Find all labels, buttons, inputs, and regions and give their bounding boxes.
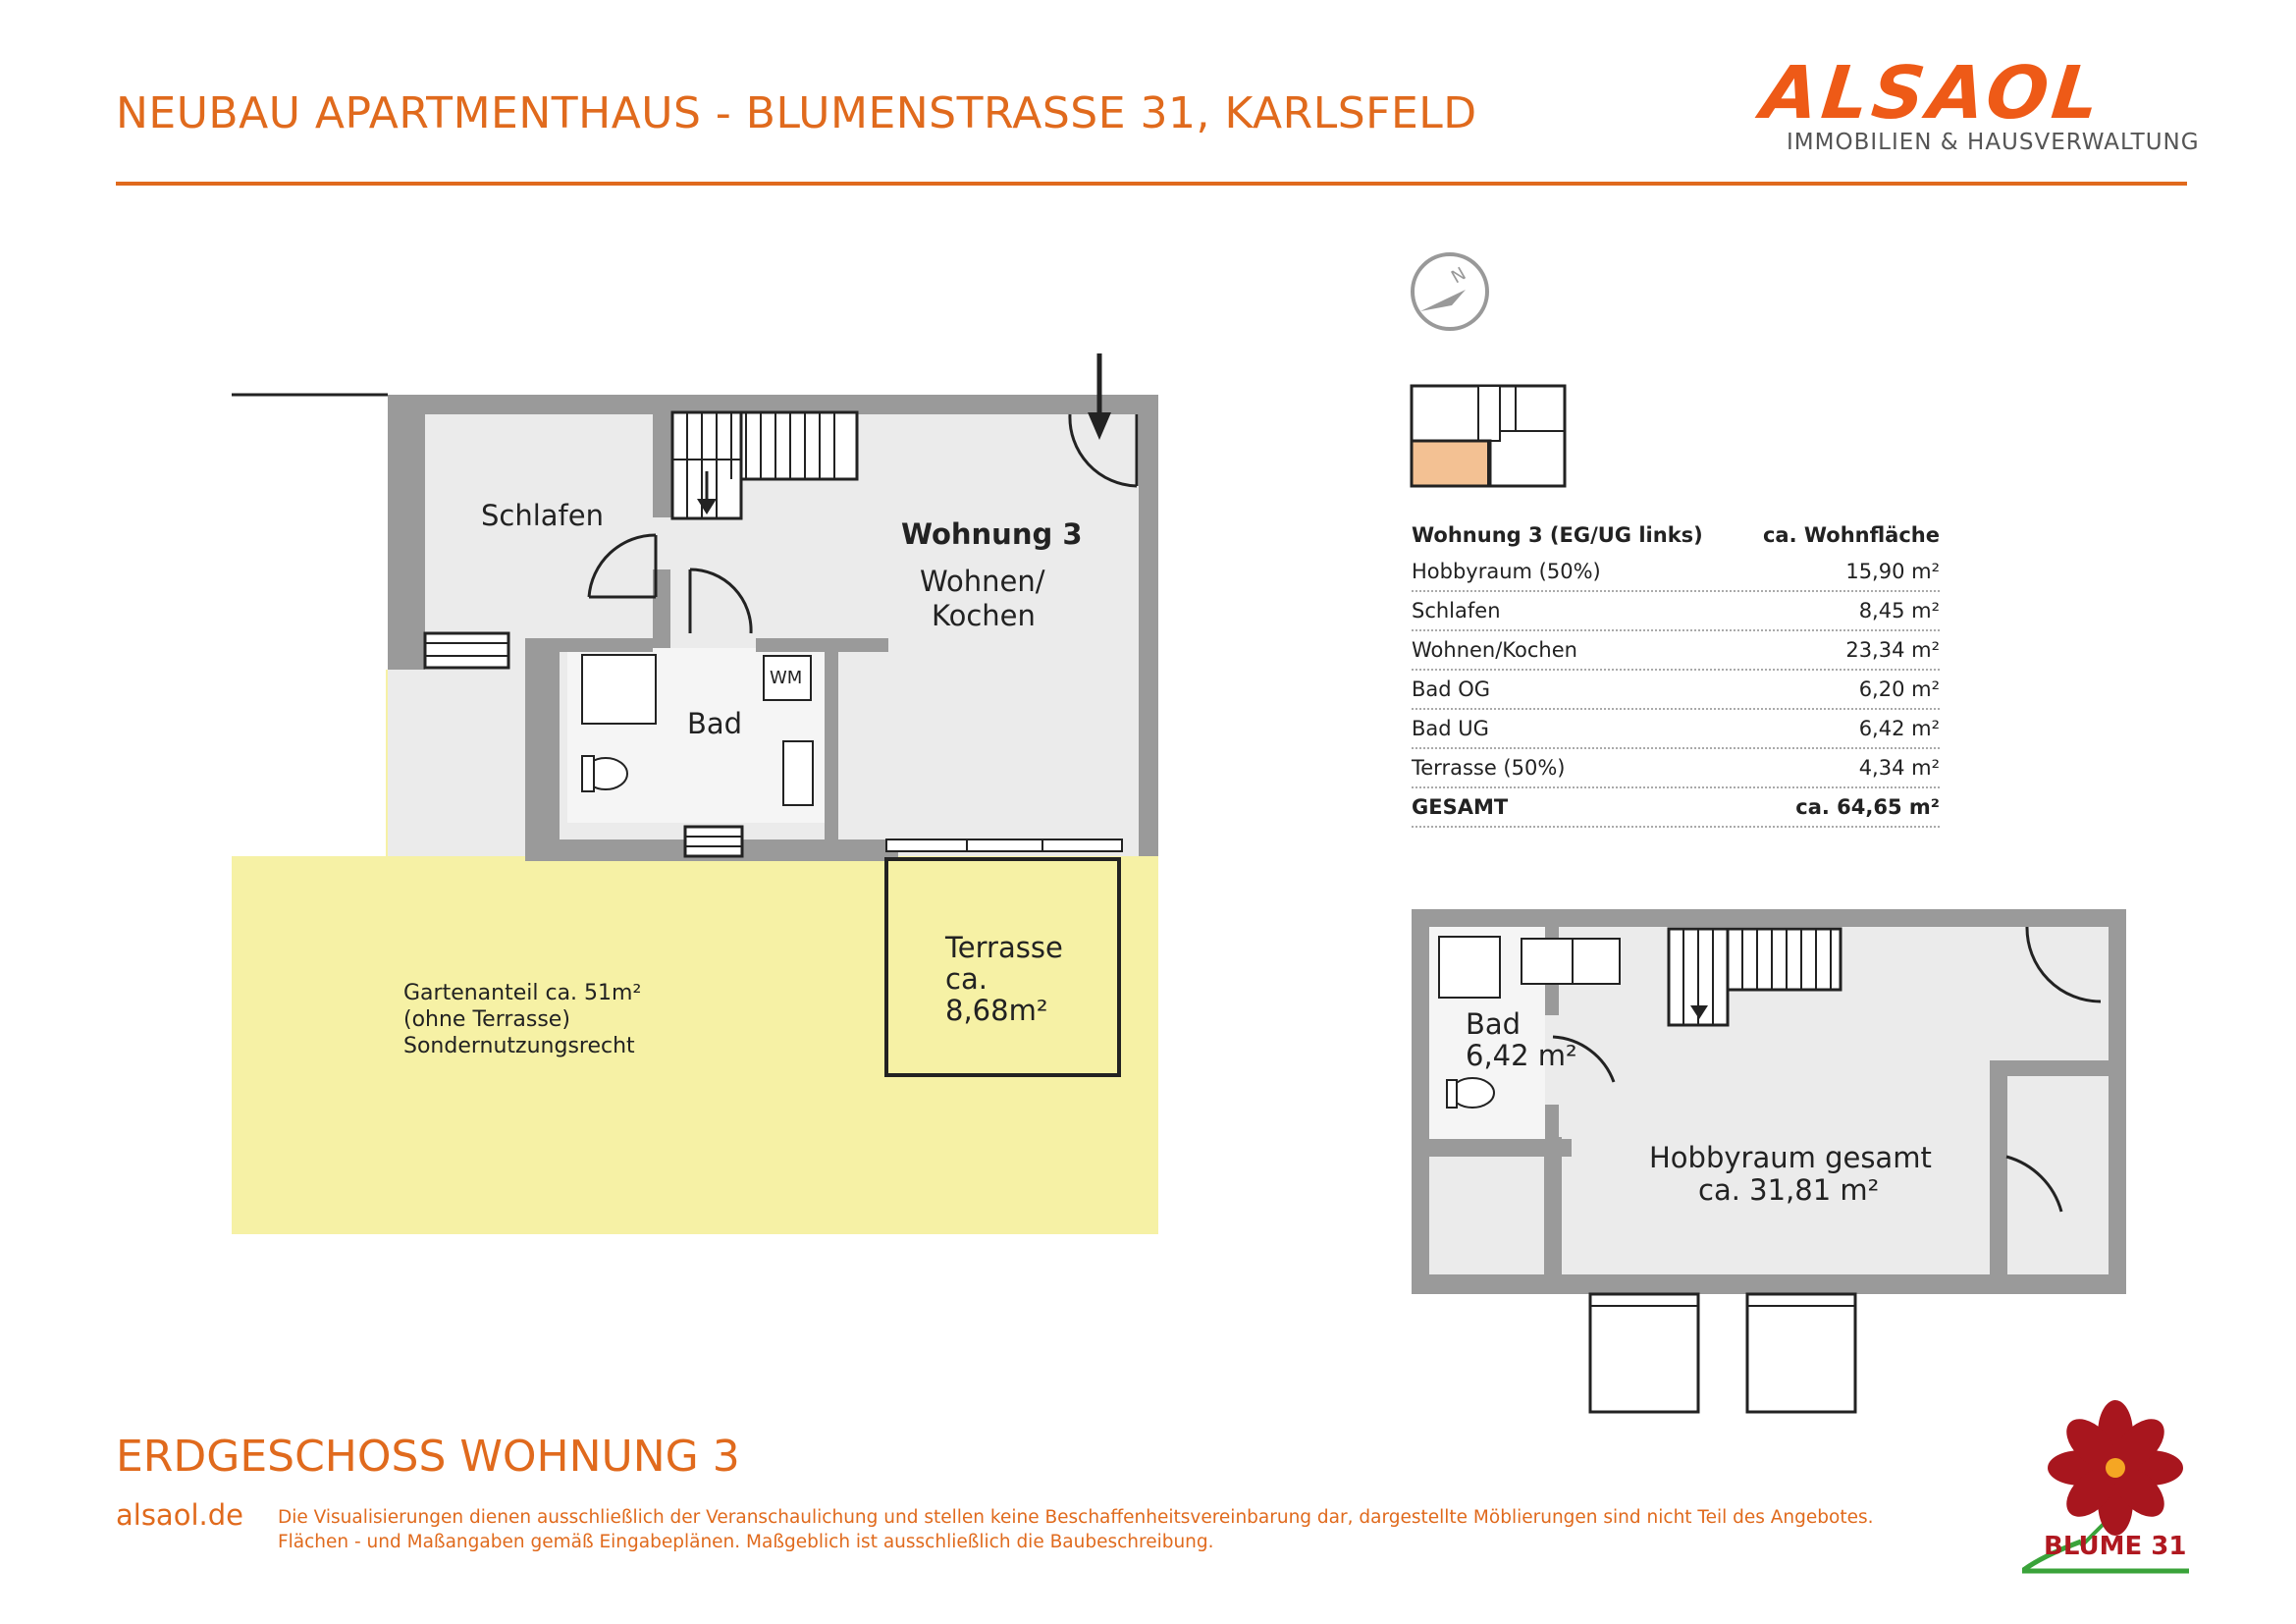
table-row (1412, 592, 1940, 631)
area-total-value: ca. 64,65 m² (1795, 795, 1940, 819)
disclaimer-line-2: Flächen - und Maßangaben gemäß Eingabeplänen. Maßgeblich ist ausschließlich die Baubeschreibung. (278, 1532, 1214, 1552)
area-row-label: Hobbyraum (50%) (1412, 560, 1601, 583)
sink-icon (783, 741, 813, 805)
area-row-value: 6,42 m² (1858, 717, 1940, 740)
area-table-total (1412, 788, 1940, 828)
website-link[interactable]: alsaol.de (116, 1498, 243, 1532)
room-label-wohnung: Wohnung 3 (901, 517, 1083, 551)
north-arrow-icon (1409, 250, 1492, 334)
company-logo[interactable]: ALSAOL (1757, 51, 2108, 135)
company-logo-subtitle: IMMOBILIEN & HAUSVERWALTUNG (1787, 130, 2200, 155)
disclaimer (278, 1505, 1874, 1554)
brand-label: BLUME 31 (2044, 1532, 2187, 1561)
area-row-label: Bad OG (1412, 677, 1491, 701)
table-row (1412, 671, 1940, 710)
terrasse-label-3: 8,68m² (945, 994, 1048, 1027)
table-row (1412, 710, 1940, 749)
room-label-schlafen: Schlafen (481, 499, 604, 532)
area-table (1412, 517, 1940, 828)
area-row-value: 23,34 m² (1845, 638, 1940, 662)
disclaimer-line-1: Die Visualisierungen dienen ausschließlich der Veranschaulichung und stellen keine Beschaffenheitsvereinbarung dar, dargestellte Möblierungen sind nicht Teil des Angebotes. (278, 1507, 1874, 1528)
garten-label-1: Gartenanteil ca. 51m² (403, 981, 642, 1005)
area-table-header-left: Wohnung 3 (EG/UG links) (1412, 523, 1703, 547)
table-row (1412, 749, 1940, 788)
area-total-label: GESAMT (1412, 795, 1509, 819)
table-row (1412, 553, 1940, 592)
terrasse-label-2: ca. (945, 962, 988, 996)
floor-title: ERDGESCHOSS WOHNUNG 3 (116, 1432, 740, 1482)
area-row-label: Terrasse (50%) (1412, 756, 1566, 780)
ug-hobby-label-2: ca. 31,81 m² (1698, 1173, 1880, 1207)
ug-bad-label-2: 6,42 m² (1466, 1039, 1577, 1072)
room-label-kochen: Kochen (932, 599, 1036, 632)
area-table-header-right: ca. Wohnfläche (1762, 523, 1940, 547)
shower-icon (582, 655, 656, 724)
area-row-value: 6,20 m² (1858, 677, 1940, 701)
ug-hobby-label-1: Hobbyraum gesamt (1649, 1141, 1932, 1174)
window-schlafen (425, 633, 508, 668)
wm-label: WM (770, 668, 803, 688)
area-row-value: 8,45 m² (1858, 599, 1940, 623)
terrasse-label-1: Terrasse (945, 931, 1063, 964)
area-row-label: Bad UG (1412, 717, 1489, 740)
area-row-label: Wohnen/Kochen (1412, 638, 1577, 662)
svg-text:N: N (1448, 263, 1470, 289)
key-plan (1410, 384, 1569, 490)
room-label-bad: Bad (687, 707, 743, 740)
garten-label-2: (ohne Terrasse) (403, 1007, 570, 1032)
area-row-value: 15,90 m² (1845, 560, 1940, 583)
page-title: NEUBAU APARTMENTHAUS - BLUMENSTRASSE 31, KARLSFELD (116, 88, 1477, 138)
garten-label-3: Sondernutzungsrecht (403, 1034, 635, 1058)
ug-bad-label-1: Bad (1466, 1007, 1522, 1041)
area-row-value: 4,34 m² (1858, 756, 1940, 780)
room-label-wohnen: Wohnen/ (920, 565, 1045, 598)
area-table-header (1412, 517, 1940, 553)
table-row (1412, 631, 1940, 671)
window-bad (685, 827, 742, 856)
area-row-label: Schlafen (1412, 599, 1501, 623)
